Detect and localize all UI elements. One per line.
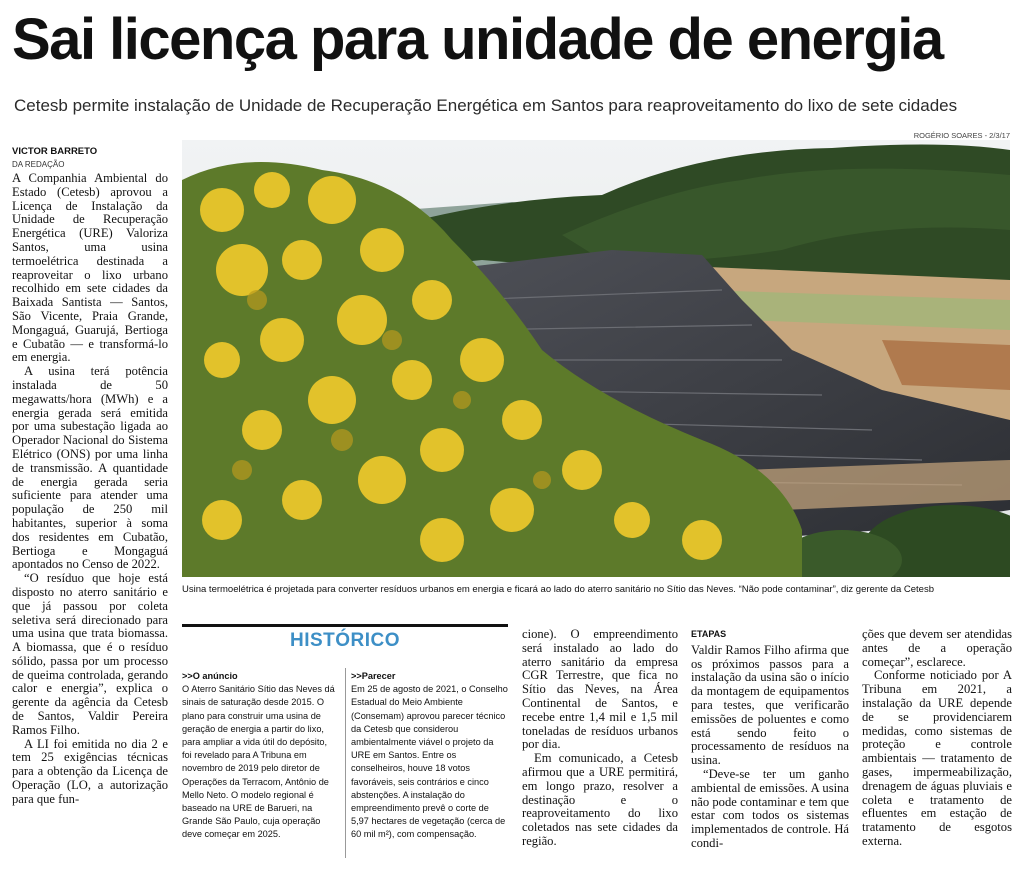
subheadline: Cetesb permite instalação de Unidade de Recuperação Energética em Santos para reaproveitamento do lixo de sete cidades (14, 96, 958, 115)
paragraph: Valdir Ramos Filho afirma que os próximos passos para a instalação da usina são o início da montagem de equipamentos para testes, que verificarão emissões de poluentes e como está sendo feito o processamento de resíduos na usina. (691, 642, 849, 768)
historico-divider (345, 668, 346, 858)
photo-caption: Usina termoelétrica é projetada para converter resíduos urbanos em energia e ficará ao lado do aterro sanitário no Sítio das Neves. “Não pode contaminar”, diz gerente da Cetesb (182, 584, 934, 595)
paragraph: ções que devem ser atendidas antes de a operação começar”, esclarece. (862, 627, 1012, 669)
paragraph: cione). O empreendimento será instalado ao lado do aterro sanitário da empresa CGR Terrestre, que fica no Sítio das Neves, na Área Continental de Santos, e recebe entre 1,4 mil e 1,5 mil toneladas de resíduos urbanos por dia. (522, 627, 678, 752)
paragraph: A usina terá potência instalada de 50 megawatts/hora (MWh) e a energia gerada será emitida por uma subestação ligada ao Operador Nacional do Sistema Elétrico (ONS) por uma linha de transmissão. A quantidade de energia gerada seria suficiente para atender uma população de 250 mil habitantes, superior à soma dos residentes em Cubatão, Bertioga e Mongaguá apontados no Censo de 2022. (12, 364, 168, 572)
paragraph: “Deve-se ter um ganho ambiental de emissões. A usina não pode contaminar e tem que estar com todos os sistemas implementados de controle. Há condi- (691, 766, 849, 850)
article-column-4 (862, 628, 1012, 849)
historico-left-text: O Aterro Sanitário Sítio das Neves dá sinais de saturação desde 2015. O plano para construir uma usina de geração de energia a partir do lixo, para ampliar a vida útil do depósito, foi revelado para A Tribuna em novembro de 2019 pelo diretor de Operações da Terracom, Antônio de Mello Neto. O modelo regional é baseado na URE de Barueri, na Grande São Paulo, cuja operação deve começar em 2025. (182, 684, 335, 840)
paragraph: A Companhia Ambiental do Estado (Cetesb) aprovou a Licença de Instalação da Unidade de Recuperação Energética (URE) Valoriza Santos, uma usina termoelétrica destinada a reaproveitar o lixo urbano recolhido em sete cidades da Baixada Santista — Santos, São Vicente, Praia Grande, Mongaguá, Guarujá, Bertioga e Cubatão — e transformá-lo em energia. (12, 171, 168, 365)
headline: Sai licença para unidade de energia (12, 7, 943, 72)
paragraph: “O resíduo que hoje está disposto no aterro sanitário e que já passou por coleta seletiva será direcionado para uma usina que trata biomassa. A biomassa, que é o resíduo sólido, passa por um processo de queima controlada, gerando calor e energia”, explica o gerente da agência da Cetesb de Santos, Valdir Pereira Ramos Filho. (12, 571, 168, 737)
article-column-1 (12, 172, 168, 807)
historico-left (182, 670, 339, 842)
article-column-2 (522, 628, 678, 849)
byline-desk: DA REDAÇÃO (12, 160, 65, 169)
byline-author: VICTOR BARRETO (12, 146, 98, 157)
section-label: ETAPAS (691, 629, 727, 639)
photo-credit: ROGÉRIO SOARES - 2/3/17 (913, 131, 1010, 140)
article-column-3 (691, 628, 849, 851)
historico-left-kicker: >>O anúncio (182, 671, 238, 681)
historico-right (351, 670, 508, 842)
historico-right-text: Em 25 de agosto de 2021, o Conselho Estadual do Meio Ambiente (Consemam) aprovou parecer técnico da Cetesb que considerou ambientalmente viável o projeto da URE em Santos. Entre os conselheiros, houve 18 votos favoráveis, seis contrários e cinco abstenções. A instalação do empreendimento prevê o corte de 5,97 hectares de vegetação (cerca de 60 mil m²), com compensação. (351, 684, 508, 840)
paragraph: A LI foi emitida no dia 2 e tem 25 exigências técnicas para a obtenção da Licença de Operação (LO, a autorização para que fun- (12, 736, 168, 806)
paragraph: Conforme noticiado por A Tribuna em 2021, a instalação da URE depende de se providenciarem medidas, como sistemas de proteção e controle ambientais — tratamento de gases, impermeabilização, drenagem de águas pluviais e coleta e tratamento de efluentes em estação de tratamento de esgotos externa. (862, 668, 1012, 848)
historico-rule (182, 624, 508, 627)
paragraph: Em comunicado, a Cetesb afirmou que a URE permitirá, em longo prazo, resolver a destinação e o reaproveitamento do lixo coletados nas sete cidades da região. (522, 751, 678, 848)
historico-right-kicker: >>Parecer (351, 671, 396, 681)
historico-title: HISTÓRICO (289, 630, 401, 651)
news-photo (182, 140, 1010, 577)
